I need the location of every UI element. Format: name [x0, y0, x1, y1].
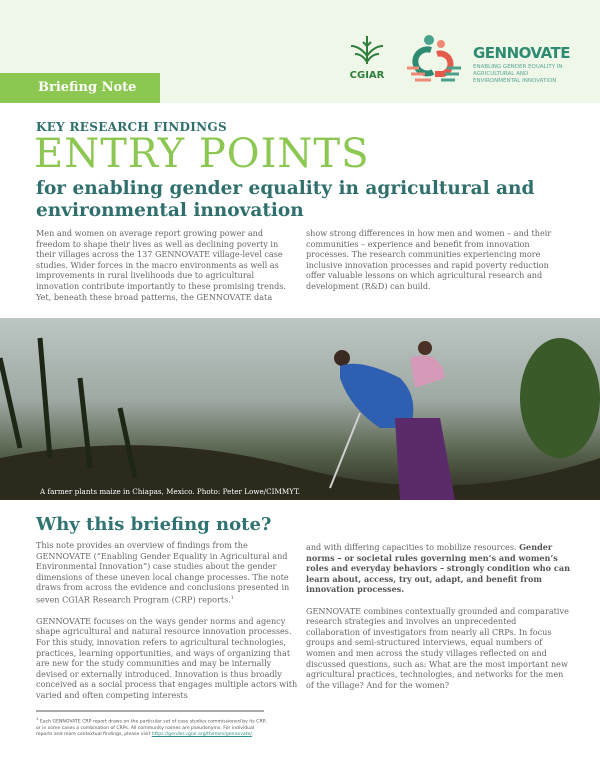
section-heading: Why this briefing note?	[36, 514, 272, 535]
paragraph-3	[306, 542, 570, 595]
paragraph-4: GENNOVATE combines contextually grounded and comparative research strategies and involves an unprecedented collaboration of investigators from nearly all CRPs. In focus groups and semi-structured interviews, equal numbers of women and men across the study villages reflected on and discussed questions, such as: What are the most important new agricultural practices, technologies, and networks for the men of the village? And for the women?	[306, 605, 569, 690]
intro-col1: Men and women on average report growing power and freedom to shape their lives as well as declining poverty in their villages across the 137 GENNOVATE village-level case studies. Wider forces in the macro environments as well as improvements in rural livelihoods due to agricultural innovation contribute importantly to these promising trends. Yet, beneath these broad patterns, the GENNOVATE data	[36, 228, 286, 302]
wheat-icon	[347, 34, 387, 66]
cover-photo	[0, 318, 600, 500]
paragraph-1-text: This note provides an overview of findings from the GENNOVATE (“Enabling Gender Equality in Agricultural and Environmental Innovation”) case studies about the gender dimensions of these uneven local change processes. The note draws from across the evidence and conclusions presented in seven CGIAR Research Program (CRP) reports.	[36, 540, 290, 605]
footnote-end: .	[251, 732, 254, 738]
body-col2	[306, 542, 570, 690]
footnote-number: 1	[36, 716, 39, 721]
footnote	[36, 716, 272, 739]
photo-caption: A farmer plants maize in Chiapas, Mexico. Photo: Peter Lowe/CIMMYT.	[40, 487, 300, 496]
footnote-link[interactable]: https://gender.cgiar.org/themes/gennovate/	[151, 732, 252, 738]
farmer-photo-illustration	[0, 318, 600, 500]
footnote-divider	[36, 710, 264, 712]
footnote-ref: 1	[230, 594, 234, 601]
paragraph-2: GENNOVATE focuses on the ways gender norms and agency shape agricultural and natural resource innovation processes. For this study, innovation refers to agricultural technologies, practices, learning opportunities, and ways of organizing that are new for the study communities and may be internally devised or externally introduced. Innovation is thus broadly conceived as a social process that engages multiple actors with varied and often competing interests	[36, 615, 298, 700]
page-title: ENTRY POINTS	[34, 131, 370, 177]
intro-col2: show strong differences in how men and women – and their communities – experience and benefit from innovation processes. The research communities experiencing more inclusive innovation processes and rapid poverty reduction offer valuable lessons on which agricultural research and development (R&D) can build.	[306, 228, 552, 291]
cgiar-logo: CGIAR	[344, 34, 390, 81]
gennovate-logo: GENNOVATE ENABLING GENDER EQUALITY IN AGRICULTURAL AND ENVIRONMENTAL INNOVATION	[405, 34, 585, 84]
footnote-text: Each GENNOVATE CRP report draws on the particular set of case studies commissioned by its CRP, or in some cases a combination of CRPs. All community names are pseudonyms. For individual reports and more contextual findings, please visit	[36, 719, 267, 738]
paragraph-3-bold: Gender norms – or societal rules governing men’s and women’s roles and everyday behaviors – strongly condition who can learn about, access, try out, adapt, and benefit from innovation processes.	[306, 542, 570, 595]
kicker: KEY RESEARCH FINDINGS	[36, 120, 227, 134]
page-subtitle: for enabling gender equality in agricultural and environmental innovation	[36, 178, 535, 221]
paragraph-1	[36, 540, 298, 605]
body-col1	[36, 540, 298, 701]
briefing-note-badge: Briefing Note	[0, 73, 160, 103]
paragraph-3-text: and with differing capacities to mobilize resources.	[306, 542, 520, 552]
gennovate-figures-icon	[405, 34, 469, 84]
